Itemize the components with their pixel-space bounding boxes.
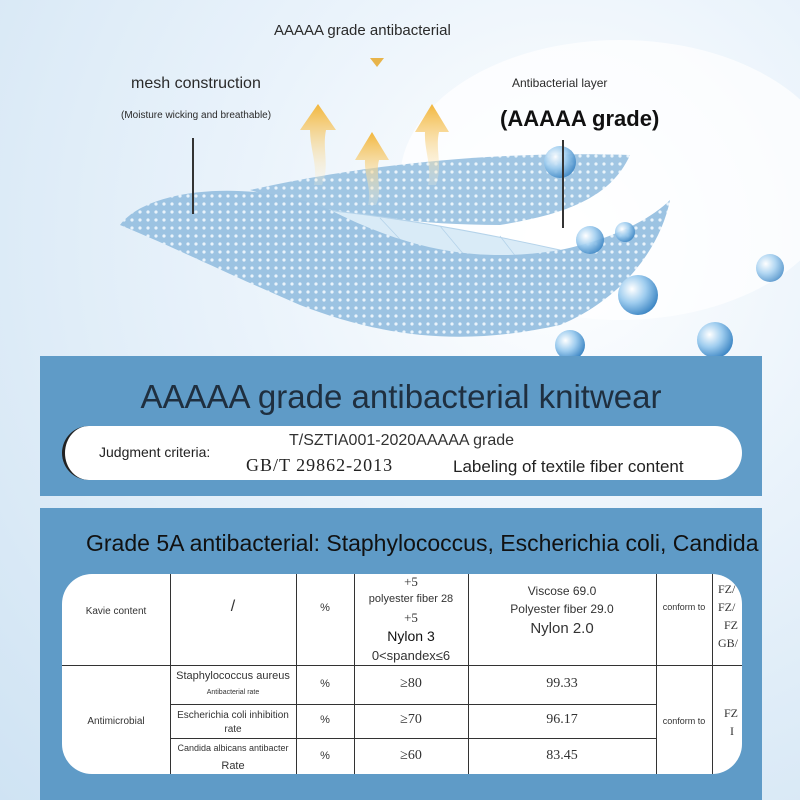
row-name-candida-sub: Rate [221, 760, 245, 772]
mesh-construction-sublabel: (Moisture wicking and breathable) [121, 110, 272, 121]
row-unit-ecoli: % [320, 714, 330, 726]
antibacterial-layer-label: Antibacterial layer [512, 76, 608, 90]
cell-std-d: Nylon 3 [387, 628, 435, 644]
cell-ref-b: FZ/ [718, 600, 736, 614]
cell-unit: % [320, 602, 330, 614]
fabric-illustration [0, 0, 800, 360]
row-name-staph-sub: Antibacterial rate [206, 689, 260, 696]
row-label-antimicrobial: Antimicrobial [87, 716, 145, 727]
mesh-leader-line [192, 138, 194, 214]
cell-slash: / [230, 598, 236, 615]
hero-illustration [0, 0, 800, 360]
row-std-ecoli: ≥70 [400, 712, 422, 727]
row-label-content: Kavie content [85, 606, 147, 617]
criteria-standard-1: T/SZTIA001-2020AAAAA grade [289, 432, 515, 449]
cell-std-a: +5 [404, 574, 418, 589]
row-name-staph: Staphylococcus aureus [176, 670, 290, 682]
top-title: AAAAA grade antibacterial [274, 22, 451, 39]
criteria-box [62, 426, 742, 480]
knitwear-panel [40, 356, 762, 496]
cell-ref-f: I [730, 724, 734, 738]
row-name-ecoli: Escherichia coli inhibition [177, 710, 289, 721]
row-unit-candida: % [320, 750, 330, 762]
row-unit-staph: % [320, 678, 330, 690]
row-name-ecoli-sub: rate [224, 724, 242, 735]
row-result-candida: 83.45 [546, 748, 578, 763]
cell-conform-2: conform to [662, 716, 706, 726]
cell-res-b: Polyester fiber 29.0 [510, 602, 614, 616]
top-indicator-icon [370, 58, 384, 67]
row-std-candida: ≥60 [400, 748, 422, 763]
row-result-staph: 99.33 [546, 676, 578, 691]
cell-std-c: +5 [404, 610, 418, 625]
cell-res-c: Nylon 2.0 [530, 620, 594, 637]
row-name-candida: Candida albicans antibacter [177, 743, 289, 753]
cell-ref-d: GB/ [718, 636, 739, 650]
cell-ref-e: FZ [724, 706, 739, 720]
antibacterial-leader-line [562, 140, 564, 228]
criteria-label: Judgment criteria: [99, 444, 211, 460]
criteria-standard-code: GB/T 29862-2013 [246, 455, 394, 475]
grade-title: Grade 5A antibacterial: Staphylococcus, Escherichia coli, Candida [86, 530, 759, 556]
cell-std-e: 0<spandex≤6 [371, 648, 451, 663]
criteria-standard-2: Labeling of textile fiber content [453, 457, 684, 476]
cell-ref-a: FZ/ [718, 582, 736, 596]
cell-conform-1: conform to [662, 602, 706, 612]
row-result-ecoli: 96.17 [546, 712, 578, 727]
mesh-construction-label: mesh construction [131, 75, 261, 92]
grade-panel [40, 508, 762, 800]
panel-title: AAAAA grade antibacterial knitwear [140, 378, 662, 415]
cell-std-b: polyester fiber 28 [368, 593, 454, 605]
cell-res-a: Viscose 69.0 [527, 584, 597, 598]
test-results-table [62, 574, 742, 774]
antibacterial-grade-label: (AAAAA grade) [500, 106, 660, 131]
row-std-staph: ≥80 [400, 676, 422, 691]
cell-ref-c: FZ [724, 618, 739, 632]
